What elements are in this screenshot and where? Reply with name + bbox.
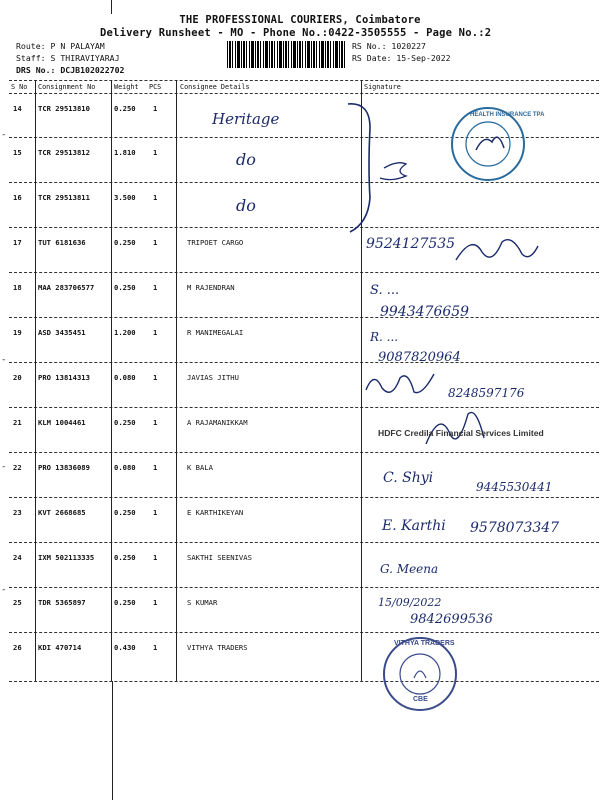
row-sno: 20 bbox=[13, 373, 22, 382]
col-header-consignee: Consignee Details bbox=[180, 83, 250, 91]
margin-mark: - bbox=[1, 355, 7, 365]
row-pcs: 1 bbox=[153, 328, 158, 337]
column-divider bbox=[112, 681, 113, 800]
row-separator bbox=[9, 407, 599, 408]
row-pcs: 1 bbox=[153, 598, 158, 607]
row-pcs: 1 bbox=[153, 418, 158, 427]
row-weight: 1.810 bbox=[114, 148, 136, 157]
row-weight: 0.250 bbox=[114, 238, 136, 247]
row-consignee: S KUMAR bbox=[187, 598, 218, 607]
row-consignment: TCR 29513812 bbox=[38, 148, 90, 157]
bracket-signature bbox=[340, 98, 420, 238]
row-pcs: 1 bbox=[153, 373, 158, 382]
row-separator bbox=[9, 317, 599, 318]
row-separator bbox=[9, 80, 599, 81]
rs-date: RS Date: 15-Sep-2022 bbox=[352, 53, 451, 63]
row-weight: 3.500 bbox=[114, 193, 136, 202]
column-divider bbox=[35, 80, 36, 681]
row-separator bbox=[9, 272, 599, 273]
row-sno: 14 bbox=[13, 104, 22, 113]
signature-scribble bbox=[362, 366, 442, 402]
runsheet-title: Delivery Runsheet - MO - Phone No.:0422-3505555 - Page No.:2 bbox=[100, 27, 492, 39]
vithya-seal-city: CBE bbox=[413, 696, 428, 703]
row-consignment: TCR 29513810 bbox=[38, 104, 90, 113]
row-consignee: TRIPOET CARGO bbox=[187, 238, 244, 247]
row-pcs: 1 bbox=[153, 104, 158, 113]
row-weight: 0.250 bbox=[114, 104, 136, 113]
row-consignment: IXM 502113335 bbox=[38, 553, 95, 562]
handwritten-phone: 9842699536 bbox=[410, 612, 493, 627]
col-header-consignment: Consignment No bbox=[38, 83, 96, 91]
row-separator bbox=[9, 587, 599, 588]
route-label: Route: P N PALAYAM bbox=[16, 41, 105, 51]
row-consignment: PRO 13836089 bbox=[38, 463, 90, 472]
handwritten-phone: 9578073347 bbox=[470, 520, 560, 536]
row-consignment: KVT 2668685 bbox=[38, 508, 86, 517]
row-weight: 0.250 bbox=[114, 598, 136, 607]
row-sno: 15 bbox=[13, 148, 22, 157]
row-separator bbox=[9, 497, 599, 498]
handwritten-ditto: do bbox=[236, 196, 256, 215]
row-consignee: A RAJAMANIKKAM bbox=[187, 418, 248, 427]
handwritten-signature: G. Meena bbox=[380, 562, 439, 576]
row-separator bbox=[9, 681, 599, 682]
row-consignment: ASD 3435451 bbox=[38, 328, 86, 337]
column-divider bbox=[176, 80, 177, 681]
row-separator bbox=[9, 542, 599, 543]
row-sno: 21 bbox=[13, 418, 22, 427]
row-pcs: 1 bbox=[153, 148, 158, 157]
row-consignee: VITHYA TRADERS bbox=[187, 643, 248, 652]
row-weight: 0.250 bbox=[114, 508, 136, 517]
rs-number: RS No.: 1020227 bbox=[352, 41, 426, 51]
handwritten-phone: 9524127535 bbox=[366, 236, 456, 252]
row-consignee: M RAJENDRAN bbox=[187, 283, 235, 292]
row-consignment: KDI 470714 bbox=[38, 643, 82, 652]
row-sno: 24 bbox=[13, 553, 22, 562]
row-weight: 0.250 bbox=[114, 553, 136, 562]
row-pcs: 1 bbox=[153, 283, 158, 292]
vithya-seal-text: VITHYA TRADERS bbox=[394, 640, 455, 647]
row-consignment: MAA 283706577 bbox=[38, 283, 95, 292]
row-pcs: 1 bbox=[153, 643, 158, 652]
handwritten-signature: E. Karthi bbox=[382, 518, 446, 534]
row-pcs: 1 bbox=[153, 463, 158, 472]
row-consignment: PRO 13814313 bbox=[38, 373, 90, 382]
staff-label: Staff: S THIRAVIYARAJ bbox=[16, 53, 120, 63]
row-consignment: TDR 5365897 bbox=[38, 598, 86, 607]
column-divider bbox=[111, 80, 112, 681]
drs-number: DRS No.: DCJB102022702 bbox=[16, 65, 125, 75]
row-weight: 0.080 bbox=[114, 373, 136, 382]
row-consignment: KLM 1004461 bbox=[38, 418, 86, 427]
col-header-signature: Signature bbox=[364, 83, 401, 91]
margin-mark: - bbox=[1, 130, 7, 140]
column-divider bbox=[111, 0, 112, 14]
handwritten-signature: C. Shyi bbox=[383, 470, 434, 486]
row-pcs: 1 bbox=[153, 553, 158, 562]
row-sno: 23 bbox=[13, 508, 22, 517]
margin-mark: - bbox=[1, 585, 7, 595]
signature-scribble bbox=[452, 232, 542, 268]
row-sno: 22 bbox=[13, 463, 22, 472]
barcode-image bbox=[227, 41, 347, 68]
col-header-weight: Weight bbox=[114, 83, 139, 91]
row-separator bbox=[9, 362, 599, 363]
row-consignee: E KARTHIKEYAN bbox=[187, 508, 244, 517]
row-weight: 0.430 bbox=[114, 643, 136, 652]
row-pcs: 1 bbox=[153, 193, 158, 202]
margin-mark: - bbox=[1, 462, 7, 472]
handwritten-heritage: Heritage bbox=[212, 110, 280, 128]
company-title: THE PROFESSIONAL COURIERS, Coimbatore bbox=[179, 14, 421, 26]
row-pcs: 1 bbox=[153, 508, 158, 517]
row-sno: 18 bbox=[13, 283, 22, 292]
row-separator bbox=[9, 227, 599, 228]
row-sno: 17 bbox=[13, 238, 22, 247]
row-weight: 0.250 bbox=[114, 283, 136, 292]
hdfc-stamp-text: HDFC Credila Financial Services Limited bbox=[378, 428, 544, 438]
row-sno: 16 bbox=[13, 193, 22, 202]
row-consignment: TUT 6181636 bbox=[38, 238, 86, 247]
row-weight: 0.250 bbox=[114, 418, 136, 427]
handwritten-phone: 8248597176 bbox=[448, 386, 525, 400]
handwritten-date: 15/09/2022 bbox=[378, 596, 442, 609]
row-consignee: SAKTHI SEENIVAS bbox=[187, 553, 252, 562]
row-pcs: 1 bbox=[153, 238, 158, 247]
col-header-pcs: PCS bbox=[149, 83, 162, 91]
row-consignee: K BALA bbox=[187, 463, 213, 472]
row-separator bbox=[9, 452, 599, 453]
handwritten-phone: 9087820964 bbox=[378, 350, 461, 365]
row-separator bbox=[9, 93, 599, 94]
row-sno: 26 bbox=[13, 643, 22, 652]
row-consignee: JAVIAS JITHU bbox=[187, 373, 239, 382]
row-weight: 1.200 bbox=[114, 328, 136, 337]
row-sno: 19 bbox=[13, 328, 22, 337]
row-consignee: R MANIMEGALAI bbox=[187, 328, 244, 337]
handwritten-phone: 9445530441 bbox=[476, 480, 553, 494]
row-separator bbox=[9, 632, 599, 633]
row-sno: 25 bbox=[13, 598, 22, 607]
insurance-seal-text: HEALTH INSURANCE TPA bbox=[470, 112, 545, 118]
handwritten-signature: S. ... bbox=[370, 283, 400, 298]
handwritten-signature: R. ... bbox=[370, 330, 399, 344]
handwritten-phone: 9943476659 bbox=[380, 304, 470, 320]
row-weight: 0.080 bbox=[114, 463, 136, 472]
col-header-sno: S No bbox=[11, 83, 28, 91]
row-consignment: TCR 29513811 bbox=[38, 193, 90, 202]
handwritten-ditto: do bbox=[236, 150, 256, 169]
